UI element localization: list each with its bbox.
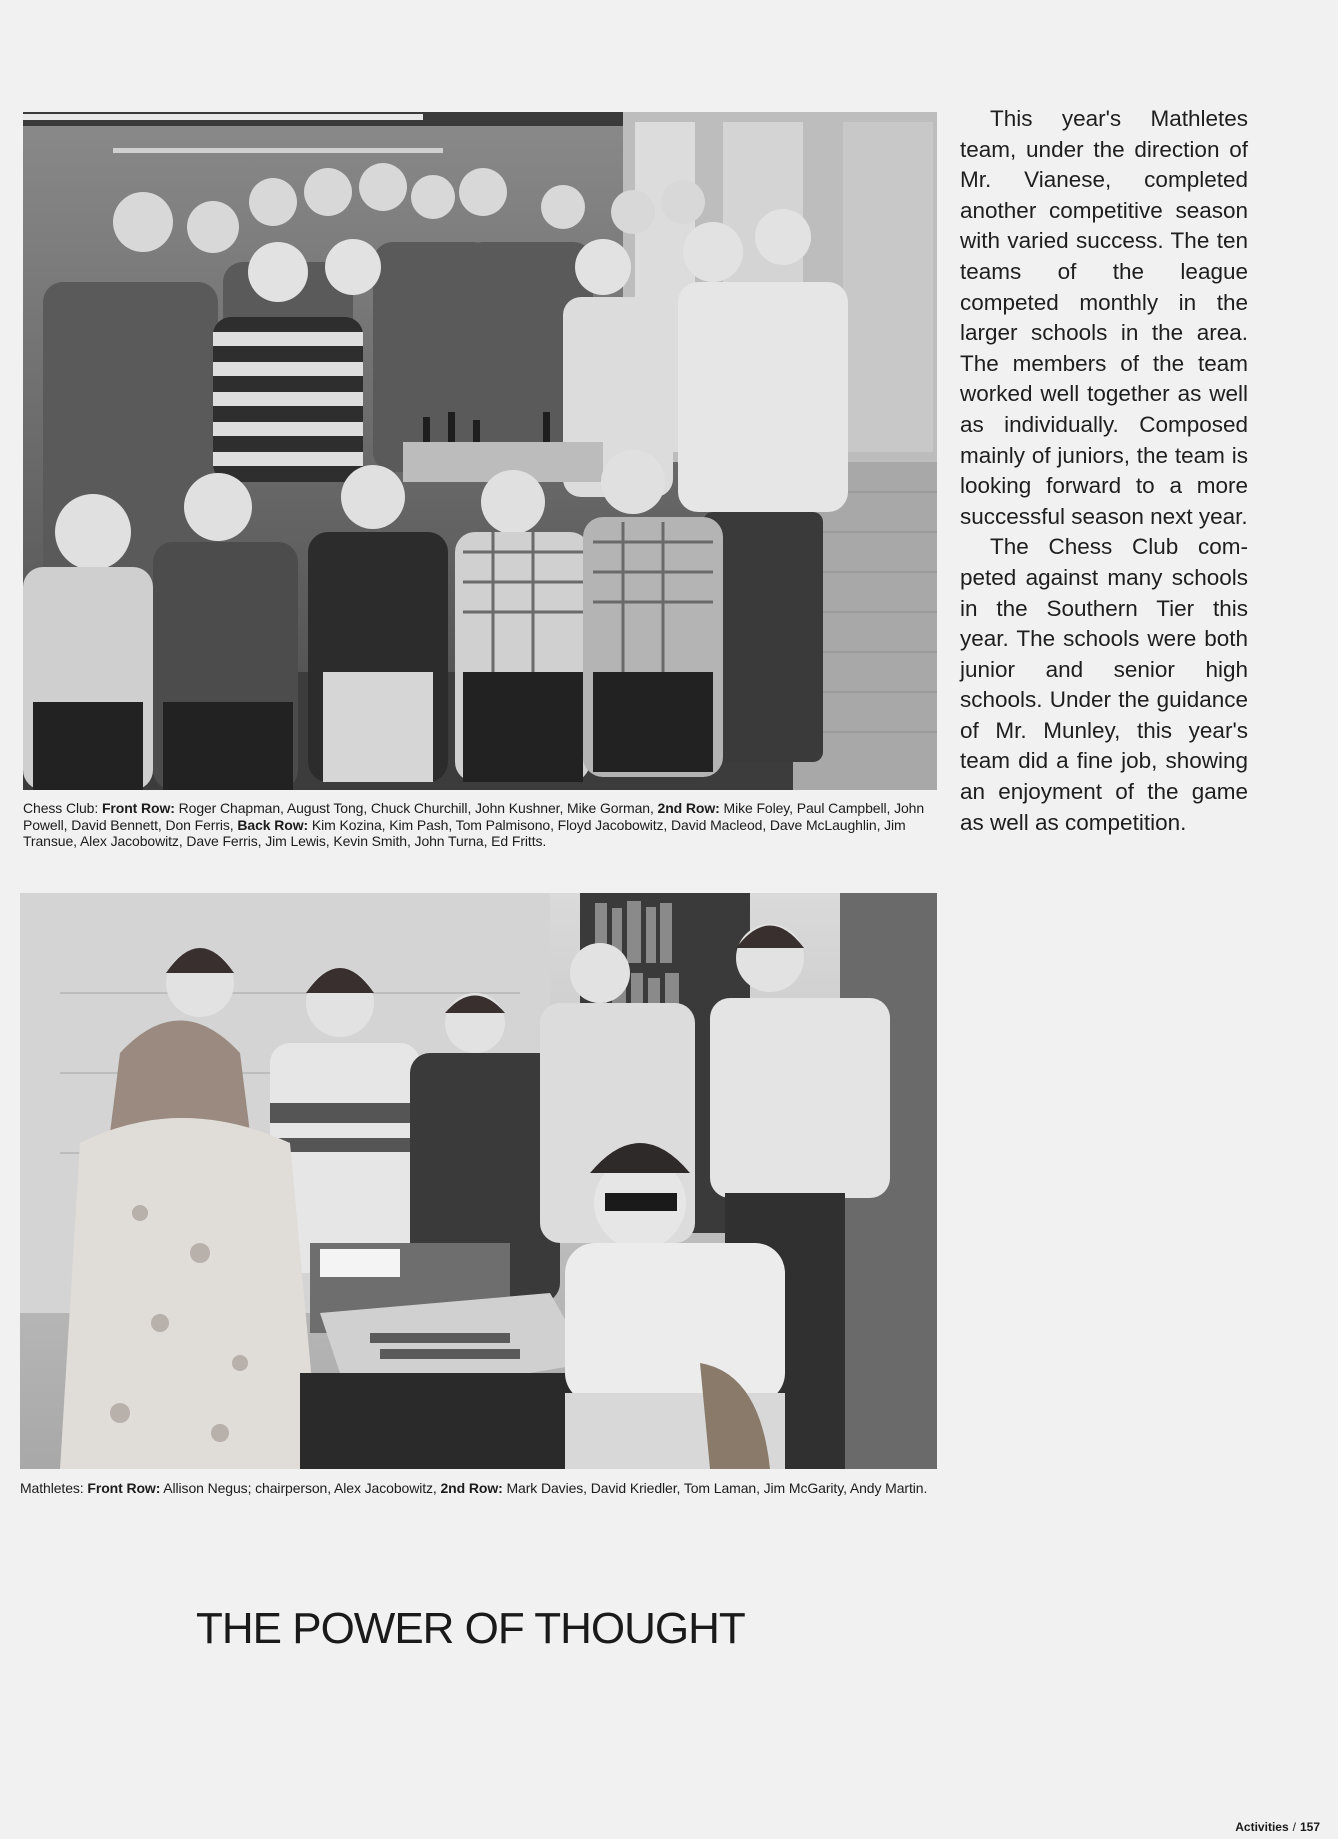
folio-separator: /	[1292, 1820, 1296, 1834]
caption-row-names: Mike Foley, Paul Campbell, John Powell, David Bennett, Don Ferris,	[23, 800, 925, 833]
caption-row-label: 2nd Row:	[657, 800, 720, 816]
body-paragraph: This year's Mathletes team, under the direction of Mr. Vianese, completed another competitive season with varied success. The ten teams of the league competed monthly in the larger schools in the area. The members of the team worked well together as well as individually. Composed mainly of juniors, the team is looking forward to a more successful season next year.	[960, 106, 1248, 529]
caption-row-label: 2nd Row:	[440, 1480, 503, 1496]
caption-row-names: Roger Chapman, August Tong, Chuck Churchill, John Kushner, Mike Gorman,	[174, 800, 658, 816]
chess-club-photo-image	[23, 112, 937, 790]
caption-row-names: Mark Davies, David Kriedler, Tom Laman, Jim McGarity, Andy Martin.	[502, 1480, 928, 1496]
page-headline: THE POWER OF THOUGHT	[196, 1604, 745, 1653]
page-folio	[1235, 1820, 1320, 1834]
mathletes-photo	[20, 893, 937, 1469]
caption-lead: Mathletes:	[20, 1480, 88, 1496]
folio-page-number: 157	[1299, 1820, 1320, 1834]
caption-row-names: Allison Negus; chairperson, Alex Jacobowitz,	[160, 1480, 441, 1496]
caption-row-label: Front Row:	[87, 1480, 161, 1496]
mathletes-photo-image	[20, 893, 937, 1469]
body-text-column	[960, 104, 1248, 838]
caption-lead: Chess Club:	[23, 800, 102, 816]
caption-row-label: Back Row:	[237, 816, 309, 833]
caption-row-label: Front Row:	[101, 800, 175, 816]
folio-section: Activities	[1235, 1820, 1289, 1834]
body-paragraph: The Chess Club competed against many schools in the Southern Tier this year. The schools were both junior and senior high schools. Under the guidance of Mr. Munley, this year's team did a fine job, showing an enjoyment of the game as well as competition.	[960, 534, 1248, 835]
mathletes-caption	[20, 1480, 937, 1497]
chess-club-photo	[23, 112, 937, 790]
caption-row-names: Kim Kozina, Kim Pash, Tom Palmisono, Floyd Jacobowitz, David Macleod, Dave McLaughlin, Jim Transue, Alex Jacobowitz, Dave Ferris, Jim Lewis, Kevin Smith, John Turna, Ed Fritts.	[23, 816, 906, 849]
chess-club-caption	[23, 800, 937, 850]
